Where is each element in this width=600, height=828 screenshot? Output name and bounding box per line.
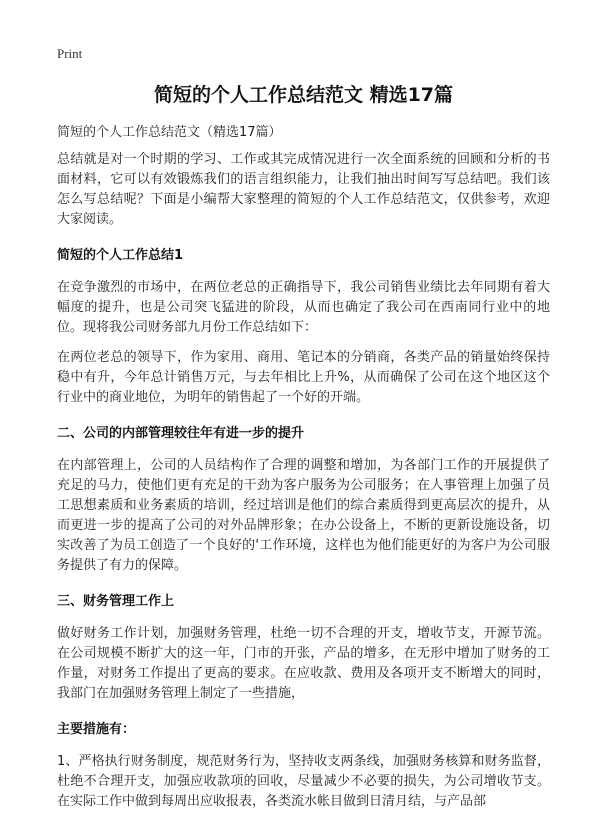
- paragraph: 做好财务工作计划，加强财务管理，杜绝一切不合理的开支，增收节支，开源节流。在公司规模不断扩大的这一年，门市的开张，产品的增多，在无形中增加了财务的工作量，对财务工作提出了更高的要求。在应收款、费用及各项开支不断增大的同时，我部门在加强财务管理上制定了一些措施，: [57, 626, 550, 701]
- page-title: 简短的个人工作总结范文 精选17篇: [153, 84, 454, 106]
- paragraph: 1、严格执行财务制度，规范财务行为，坚持收支两条线，加强财务核算和财务监督，杜绝不合理开支，加强应收款项的回收，尽量减少不必要的损失，为公司增收节支。在实际工作中做到每周出应收报表，各类流水帐目做到日清月结，与产品部: [57, 754, 550, 809]
- section-heading-2: 二、公司的内部管理较往年有进一步的提升: [57, 426, 305, 441]
- page-subtitle: 简短的个人工作总结范文（精选17篇）: [57, 125, 282, 140]
- print-link[interactable]: Print: [57, 46, 83, 61]
- paragraph: 在两位老总的领导下，作为家用、商用、笔记本的分销商，各类产品的销量始终保持稳中有升，今年总计销售万元，与去年相比上升%，从而确保了公司在这个地区这个行业中的商业地位，为明年的销售起了一个好的开端。: [57, 350, 550, 405]
- intro-paragraph: 总结就是对一个时期的学习、工作或其完成情况进行一次全面系统的回顾和分析的书面材料，它可以有效锻炼我们的语言组织能力，让我们抽出时间写写总结吧。我们该怎么写总结呢？下面是小编帮大家整理的简短的个人工作总结范文，仅供参考，欢迎大家阅读。: [57, 152, 550, 227]
- paragraph: 在内部管理上，公司的人员结构作了合理的调整和增加，为各部门工作的开展提供了充足的马力，使他们更有充足的干劲为客户服务为公司服务；在人事管理上加强了员工思想素质和业务素质的培训，经过培训是他们的综合素质得到更高层次的提升，从而更进一步的提高了公司的对外品牌形象；在办公设备上，不断的更新设施设备，切实改善了为员工创造了一个良好的'工作环境，这样也为他们能更好的为客户为公司服务提供了有力的保障。: [57, 458, 550, 573]
- section-heading-4: 主要措施有：: [57, 722, 136, 737]
- section-heading-1: 简短的个人工作总结1: [57, 248, 184, 263]
- section-heading-3: 三、财务管理工作上: [57, 594, 175, 609]
- article-body: [57, 150, 550, 822]
- paragraph: 在竞争激烈的市场中，在两位老总的正确指导下，我公司销售业绩比去年同期有着大幅度的提升，也是公司突飞猛进的阶段，从而也确定了我公司在西南同行业中的地位。现将我公司财务部九月份工作总结如下：: [57, 280, 550, 335]
